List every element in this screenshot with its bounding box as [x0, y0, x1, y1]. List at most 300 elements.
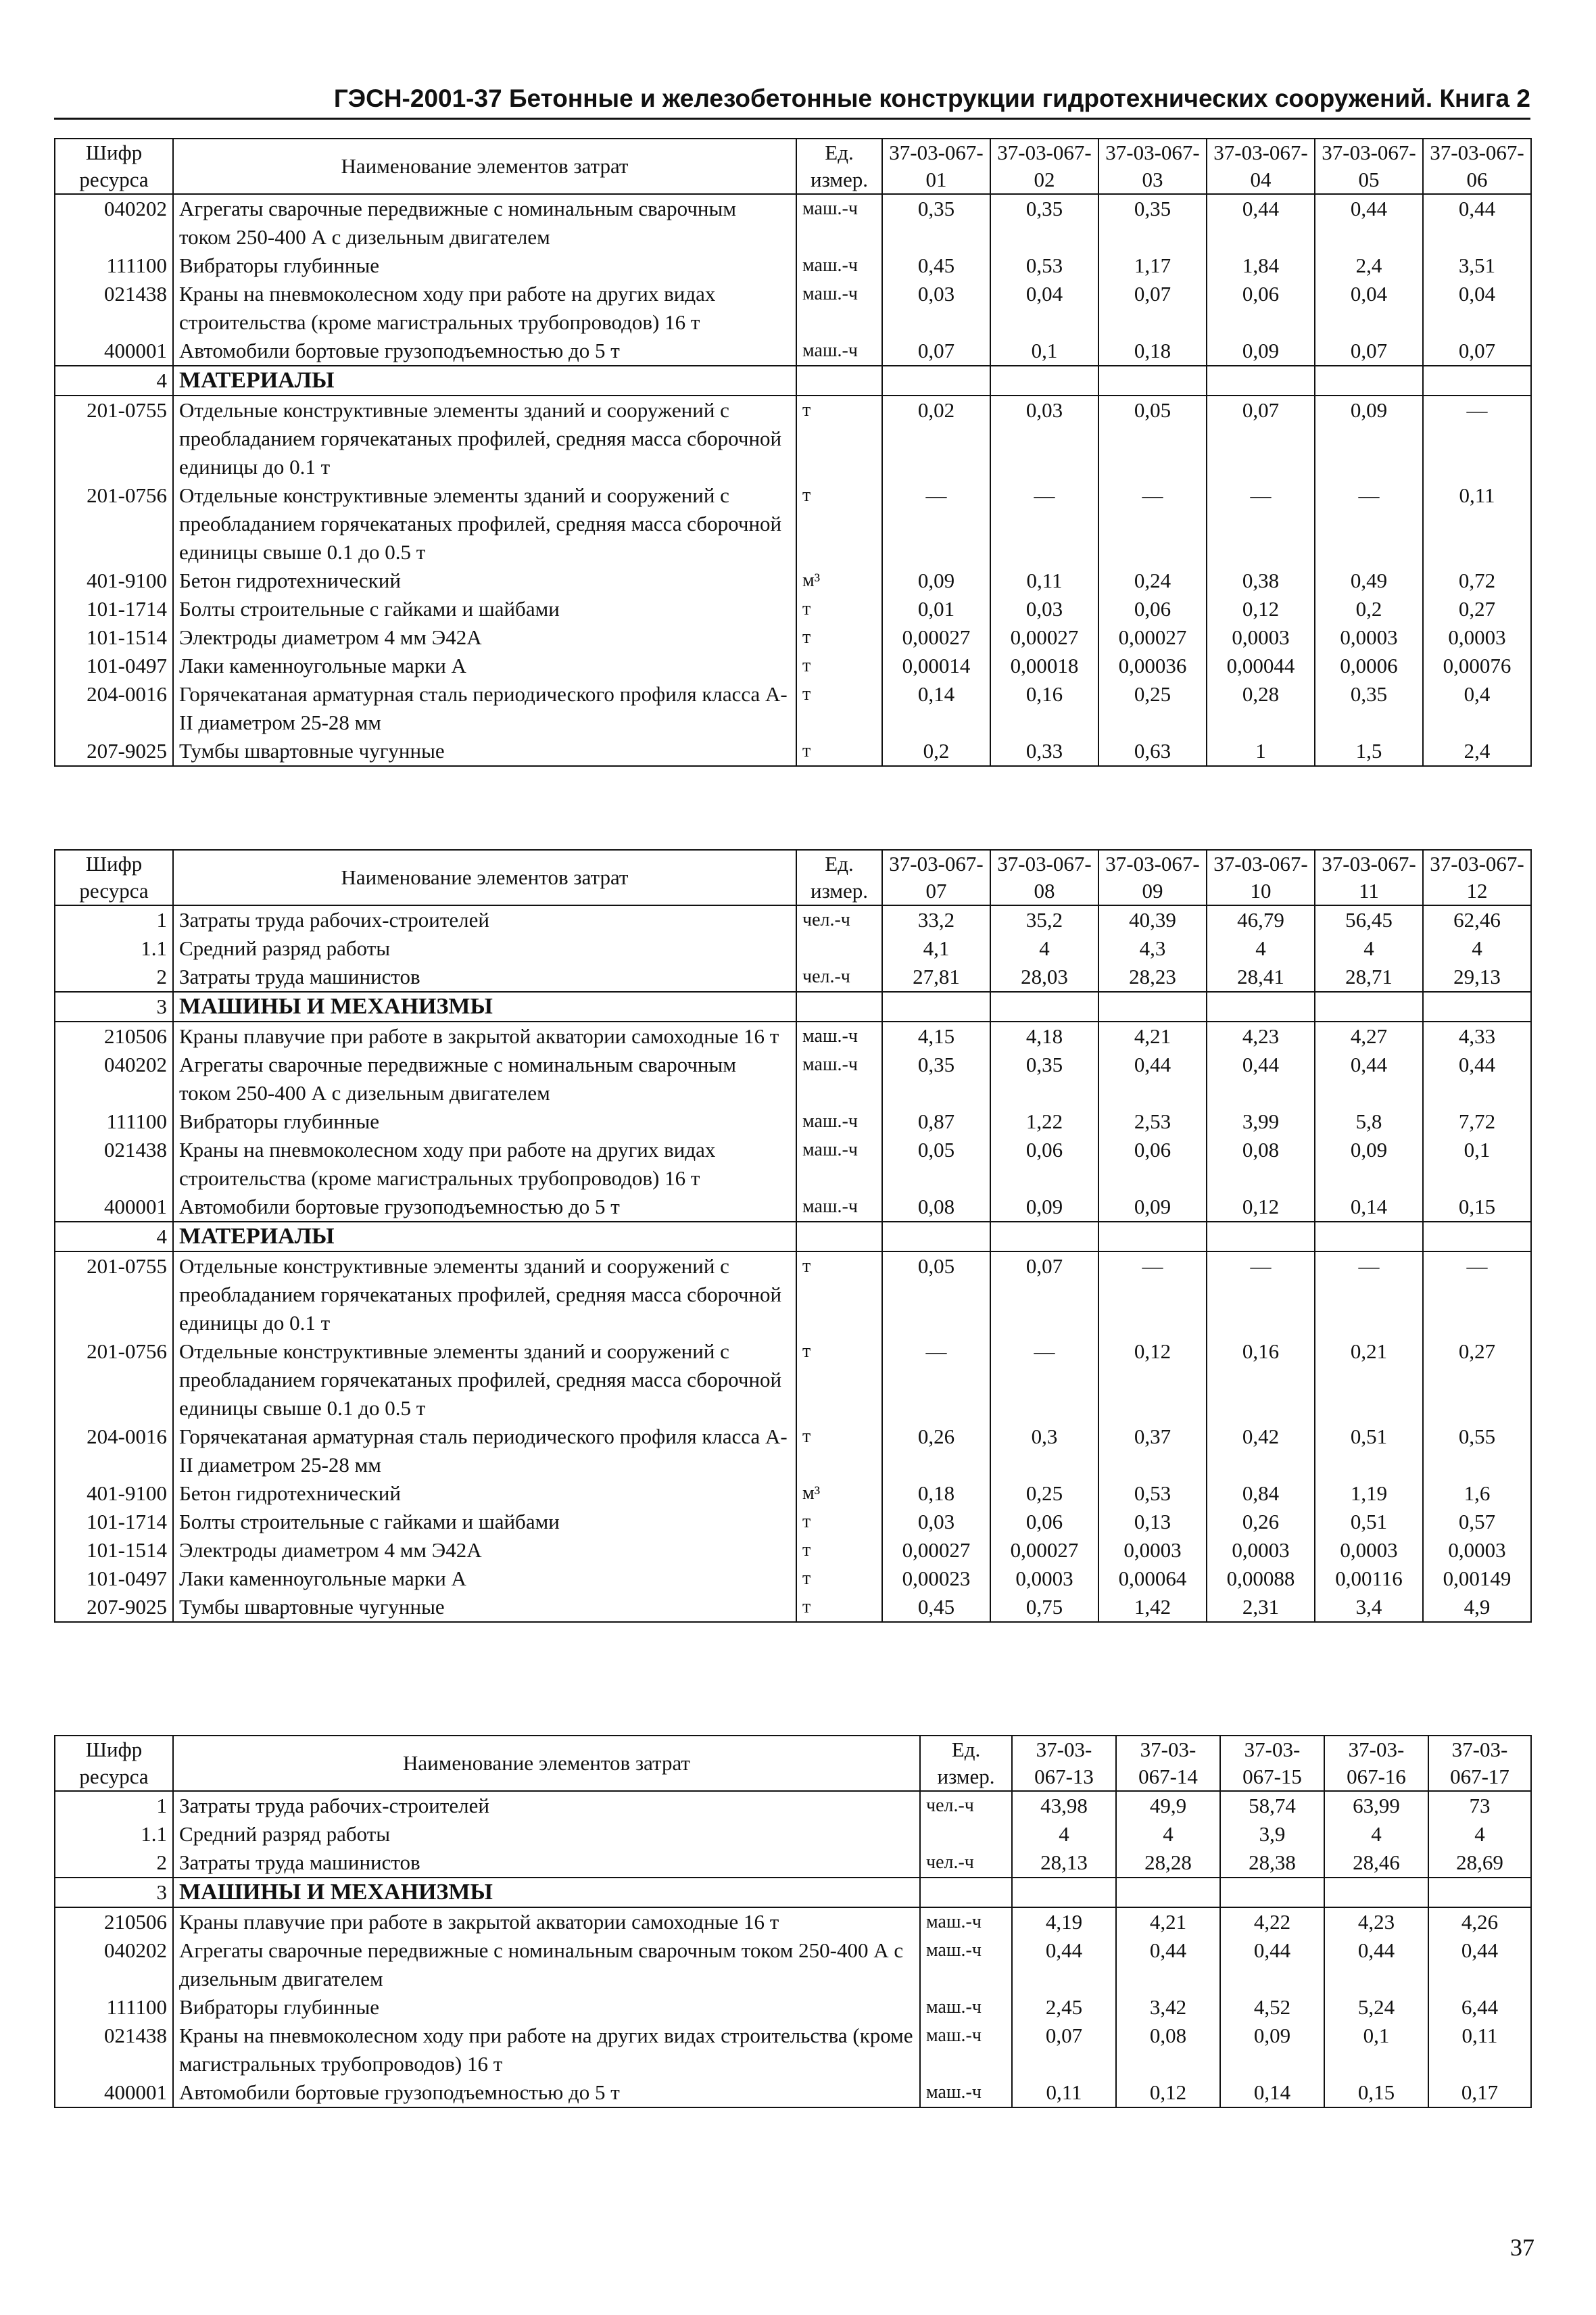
unit-of-measure: [796, 366, 882, 396]
unit-of-measure: т: [796, 1508, 882, 1536]
rate-value: 0,45: [882, 1593, 990, 1622]
column-header-rate: 37-03-067-04: [1207, 139, 1315, 194]
rate-value: 4,27: [1315, 1022, 1423, 1051]
rate-value: 4,1: [882, 934, 990, 963]
column-header-rate: 37-03-067-12: [1423, 850, 1531, 905]
rate-value: 3,9: [1220, 1820, 1324, 1848]
rate-value: —: [1423, 396, 1531, 481]
table-row: [55, 194, 1531, 252]
section-row: [55, 366, 1531, 396]
rate-value: 0,00027: [1098, 623, 1207, 652]
rate-value: 0,18: [882, 1479, 990, 1508]
rate-value: 28,71: [1315, 963, 1423, 992]
rate-value: [1428, 1878, 1531, 1907]
cost-element-name: Отдельные конструктивные элементы зданий и сооружений с преобладанием горячекатаных профилей, средняя масса сборочной единицы свыше 0.1 до 0.5 т: [173, 1337, 796, 1423]
cost-element-name: Лаки каменноугольные марки А: [173, 652, 796, 680]
rate-value: 0,0003: [1207, 623, 1315, 652]
resource-code: 4: [55, 366, 173, 396]
table-row: [55, 1051, 1531, 1107]
rate-value: 0,44: [1098, 1051, 1207, 1107]
rate-value: 73: [1428, 1791, 1531, 1820]
cost-element-name: МАШИНЫ И МЕХАНИЗМЫ: [173, 1878, 920, 1907]
rate-value: [1098, 1222, 1207, 1251]
resource-code: 210506: [55, 1022, 173, 1051]
unit-of-measure: т: [796, 1337, 882, 1423]
rate-value: 0,53: [1098, 1479, 1207, 1508]
rate-value: 0,1: [1423, 1136, 1531, 1193]
resource-code: 201-0756: [55, 481, 173, 567]
table-row: [55, 567, 1531, 595]
unit-of-measure: маш.-ч: [920, 2022, 1012, 2078]
rate-value: 0,44: [1220, 1936, 1324, 1993]
rate-value: 0,44: [1423, 1051, 1531, 1107]
unit-of-measure: маш.-ч: [796, 1193, 882, 1222]
page-number: 37: [1510, 2234, 1534, 2261]
cost-element-name: Автомобили бортовые грузоподъемностью до 5 т: [173, 1193, 796, 1222]
rate-value: 0,44: [1315, 194, 1423, 252]
table-row: [55, 1820, 1531, 1848]
table-row: [55, 252, 1531, 280]
rate-value: 0,16: [990, 680, 1098, 737]
cost-element-name: Краны плавучие при работе в закрытой акватории самоходные 16 т: [173, 1022, 796, 1051]
unit-of-measure: т: [796, 1565, 882, 1593]
resource-code: 400001: [55, 2078, 173, 2107]
unit-of-measure: т: [796, 1536, 882, 1565]
rate-value: 0,12: [1207, 1193, 1315, 1222]
resource-code: 401-9100: [55, 1479, 173, 1508]
rate-value: 0,04: [990, 280, 1098, 337]
rate-value: 0,09: [1315, 396, 1423, 481]
rate-value: 4: [1315, 934, 1423, 963]
page-header-title: ГЭСН-2001-37 Бетонные и железобетонные конструкции гидротехнических сооружений. Книга 2: [54, 84, 1530, 120]
column-header-rate: 37-03-067-01: [882, 139, 990, 194]
rate-value: 4,52: [1220, 1993, 1324, 2022]
rate-value: 4: [990, 934, 1098, 963]
cost-element-name: Вибраторы глубинные: [173, 252, 796, 280]
rate-value: 56,45: [1315, 905, 1423, 934]
rate-value: 4,3: [1098, 934, 1207, 963]
rate-value: 0,13: [1098, 1508, 1207, 1536]
table-row: [55, 1251, 1531, 1337]
rate-value: 0,15: [1324, 2078, 1428, 2107]
column-header-rate: 37-03-067-03: [1098, 139, 1207, 194]
resource-code: 111100: [55, 1107, 173, 1136]
rate-value: 0,25: [990, 1479, 1098, 1508]
rate-value: 4: [1207, 934, 1315, 963]
rate-value: 0,0003: [1423, 1536, 1531, 1565]
rate-value: 4,9: [1423, 1593, 1531, 1622]
rate-value: 0,14: [1315, 1193, 1423, 1222]
resource-code: 1: [55, 1791, 173, 1820]
table-row: [55, 1193, 1531, 1222]
rate-value: 0,05: [882, 1251, 990, 1337]
rate-value: 0,00018: [990, 652, 1098, 680]
rate-value: [1116, 1878, 1220, 1907]
rate-value: [1315, 366, 1423, 396]
unit-of-measure: т: [796, 680, 882, 737]
rate-value: 0,0003: [1315, 623, 1423, 652]
rate-value: 0,09: [1207, 337, 1315, 366]
rate-value: 0,28: [1207, 680, 1315, 737]
table-row: [55, 2078, 1531, 2107]
cost-element-name: Затраты труда машинистов: [173, 1848, 920, 1878]
rate-value: [1012, 1878, 1116, 1907]
rate-value: 35,2: [990, 905, 1098, 934]
rate-value: 0,3: [990, 1423, 1098, 1479]
rate-value: 43,98: [1012, 1791, 1116, 1820]
rate-value: 1,17: [1098, 252, 1207, 280]
rate-value: 4,21: [1116, 1907, 1220, 1936]
resource-code: 1.1: [55, 934, 173, 963]
cost-element-name: Отдельные конструктивные элементы зданий и сооружений с преобладанием горячекатаных профилей, средняя масса сборочной единицы до 0.1 т: [173, 396, 796, 481]
rate-value: 4: [1428, 1820, 1531, 1848]
table-row: [55, 337, 1531, 366]
rate-value: [1315, 992, 1423, 1022]
rate-value: 4,19: [1012, 1907, 1116, 1936]
rate-value: 0,03: [882, 1508, 990, 1536]
unit-of-measure: маш.-ч: [796, 337, 882, 366]
rate-value: [1315, 1222, 1423, 1251]
rate-value: 49,9: [1116, 1791, 1220, 1820]
rate-value: 0,14: [882, 680, 990, 737]
unit-of-measure: [796, 992, 882, 1022]
cost-element-name: Агрегаты сварочные передвижные с номинальным сварочным током 250-400 А с дизельным двигателем: [173, 1936, 920, 1993]
column-header-rate: 37-03-067-11: [1315, 850, 1423, 905]
rate-value: 0,15: [1423, 1193, 1531, 1222]
rate-value: 27,81: [882, 963, 990, 992]
rate-value: 5,8: [1315, 1107, 1423, 1136]
rate-value: 0,11: [1423, 481, 1531, 567]
rate-value: 0,09: [1098, 1193, 1207, 1222]
rate-value: 0,35: [990, 194, 1098, 252]
cost-element-name: Отдельные конструктивные элементы зданий и сооружений с преобладанием горячекатаных профилей, средняя масса сборочной единицы до 0.1 т: [173, 1251, 796, 1337]
table-row: [55, 1022, 1531, 1051]
rate-value: 6,44: [1428, 1993, 1531, 2022]
rate-value: 0,51: [1315, 1508, 1423, 1536]
rate-value: —: [1315, 481, 1423, 567]
resource-code: 204-0016: [55, 680, 173, 737]
unit-of-measure: т: [796, 1423, 882, 1479]
table-row: [55, 680, 1531, 737]
resource-code: 207-9025: [55, 1593, 173, 1622]
resource-table-1: [54, 138, 1532, 767]
rate-value: —: [1207, 1251, 1315, 1337]
rate-value: [1207, 1222, 1315, 1251]
rate-value: 0,44: [1423, 194, 1531, 252]
rate-value: 63,99: [1324, 1791, 1428, 1820]
rate-value: 0,00023: [882, 1565, 990, 1593]
rate-value: [1220, 1878, 1324, 1907]
rate-value: 0,35: [882, 1051, 990, 1107]
unit-of-measure: маш.-ч: [920, 1993, 1012, 2022]
cost-element-name: Вибраторы глубинные: [173, 1107, 796, 1136]
rate-value: 0,2: [882, 737, 990, 766]
rate-value: 1,42: [1098, 1593, 1207, 1622]
resource-code: 207-9025: [55, 737, 173, 766]
rate-value: 0,07: [1423, 337, 1531, 366]
rate-value: 0,07: [1207, 396, 1315, 481]
rate-value: 2,31: [1207, 1593, 1315, 1622]
rate-value: [1098, 992, 1207, 1022]
rate-value: 1,5: [1315, 737, 1423, 766]
rate-value: —: [1423, 1251, 1531, 1337]
cost-element-name: Агрегаты сварочные передвижные с номинальным сварочным током 250-400 А с дизельным двигателем: [173, 1051, 796, 1107]
rate-value: [882, 1222, 990, 1251]
rate-value: 28,23: [1098, 963, 1207, 992]
rate-value: 0,35: [882, 194, 990, 252]
rate-value: 0,63: [1098, 737, 1207, 766]
rate-value: —: [1098, 481, 1207, 567]
rate-value: 0,42: [1207, 1423, 1315, 1479]
resource-code: 101-1514: [55, 623, 173, 652]
table-row: [55, 1136, 1531, 1193]
resource-code: 2: [55, 1848, 173, 1878]
rate-value: 0,38: [1207, 567, 1315, 595]
rate-value: [882, 366, 990, 396]
rate-value: 28,69: [1428, 1848, 1531, 1878]
column-header-rate: 37-03-067-07: [882, 850, 990, 905]
rate-value: 0,03: [990, 396, 1098, 481]
rate-value: 0,07: [1098, 280, 1207, 337]
unit-of-measure: т: [796, 652, 882, 680]
rate-value: 0,0003: [1315, 1536, 1423, 1565]
rate-value: 0,07: [1315, 337, 1423, 366]
rate-value: —: [990, 481, 1098, 567]
resource-code: 021438: [55, 2022, 173, 2078]
rate-value: 0,06: [990, 1136, 1098, 1193]
unit-of-measure: чел.-ч: [796, 963, 882, 992]
cost-element-name: Автомобили бортовые грузоподъемностью до 5 т: [173, 337, 796, 366]
rate-value: 0,0006: [1315, 652, 1423, 680]
cost-element-name: Краны на пневмоколесном ходу при работе на других видах строительства (кроме магистральных трубопроводов) 16 т: [173, 1136, 796, 1193]
table-row: [55, 652, 1531, 680]
table-row: [55, 1107, 1531, 1136]
rate-value: 4,23: [1324, 1907, 1428, 1936]
unit-of-measure: маш.-ч: [920, 2078, 1012, 2107]
resource-code: 400001: [55, 1193, 173, 1222]
cost-element-name: Горячекатаная арматурная сталь периодического профиля класса А-II диаметром 25-28 мм: [173, 680, 796, 737]
resource-table-2: [54, 849, 1532, 1623]
rate-value: 3,51: [1423, 252, 1531, 280]
rate-value: 0,00076: [1423, 652, 1531, 680]
unit-of-measure: [796, 934, 882, 963]
resource-code: 040202: [55, 1936, 173, 1993]
rate-value: 0,2: [1315, 595, 1423, 623]
rate-value: 0,0003: [1098, 1536, 1207, 1565]
section-row: [55, 1222, 1531, 1251]
unit-of-measure: т: [796, 595, 882, 623]
rate-value: 0,00149: [1423, 1565, 1531, 1593]
rate-value: 0,27: [1423, 595, 1531, 623]
rate-value: 0,0003: [1423, 623, 1531, 652]
rate-value: 0,00088: [1207, 1565, 1315, 1593]
rate-value: 0,04: [1315, 280, 1423, 337]
unit-of-measure: маш.-ч: [796, 280, 882, 337]
table-row: [55, 1565, 1531, 1593]
rate-value: 0,14: [1220, 2078, 1324, 2107]
rate-value: 0,11: [1428, 2022, 1531, 2078]
rate-value: 0,11: [990, 567, 1098, 595]
resource-code: 210506: [55, 1907, 173, 1936]
rate-value: 0,87: [882, 1107, 990, 1136]
rate-value: 46,79: [1207, 905, 1315, 934]
rate-value: 0,35: [1098, 194, 1207, 252]
rate-value: 0,11: [1012, 2078, 1116, 2107]
rate-value: 4: [1423, 934, 1531, 963]
column-header-name: Наименование элементов затрат: [173, 850, 796, 905]
rate-value: 1,6: [1423, 1479, 1531, 1508]
rate-value: 0,37: [1098, 1423, 1207, 1479]
unit-of-measure: чел.-ч: [920, 1791, 1012, 1820]
unit-of-measure: маш.-ч: [796, 1107, 882, 1136]
unit-of-measure: т: [796, 737, 882, 766]
rate-value: 0,18: [1098, 337, 1207, 366]
column-header-rate: 37-03-067-06: [1423, 139, 1531, 194]
rate-value: 3,99: [1207, 1107, 1315, 1136]
rate-value: 2,53: [1098, 1107, 1207, 1136]
rate-value: 4: [1116, 1820, 1220, 1848]
rate-value: 58,74: [1220, 1791, 1324, 1820]
rate-value: 0,35: [990, 1051, 1098, 1107]
table-header-row: [55, 1736, 1531, 1791]
resource-code: 021438: [55, 1136, 173, 1193]
table-row: [55, 1508, 1531, 1536]
rate-value: 4: [1324, 1820, 1428, 1848]
resource-code: 111100: [55, 1993, 173, 2022]
table-row: [55, 623, 1531, 652]
rate-value: 1,22: [990, 1107, 1098, 1136]
rate-value: 0,06: [1098, 1136, 1207, 1193]
resource-code: 101-1714: [55, 1508, 173, 1536]
resource-code: 3: [55, 1878, 173, 1907]
rate-value: [1207, 992, 1315, 1022]
rate-value: 0,02: [882, 396, 990, 481]
resource-code: 040202: [55, 1051, 173, 1107]
rate-value: 28,38: [1220, 1848, 1324, 1878]
table-row: [55, 1848, 1531, 1878]
unit-of-measure: т: [796, 481, 882, 567]
cost-element-name: Краны плавучие при работе в закрытой акватории самоходные 16 т: [173, 1907, 920, 1936]
rate-value: 0,44: [1428, 1936, 1531, 1993]
section-row: [55, 992, 1531, 1022]
resource-code: 2: [55, 963, 173, 992]
resource-code: 1.1: [55, 1820, 173, 1848]
column-header-code: Шифр ресурса: [55, 850, 173, 905]
resource-code: 204-0016: [55, 1423, 173, 1479]
rate-value: 0,0003: [1207, 1536, 1315, 1565]
column-header-rate: 37-03-067-09: [1098, 850, 1207, 905]
rate-value: —: [882, 1337, 990, 1423]
unit-of-measure: м³: [796, 567, 882, 595]
rate-value: 0,35: [1315, 680, 1423, 737]
resource-code: 400001: [55, 337, 173, 366]
rate-value: 0,08: [1116, 2022, 1220, 2078]
column-header-rate: 37-03-067-10: [1207, 850, 1315, 905]
rate-value: 0,72: [1423, 567, 1531, 595]
rate-value: [990, 1222, 1098, 1251]
cost-element-name: Краны на пневмоколесном ходу при работе на других видах строительства (кроме магистральных трубопроводов) 16 т: [173, 280, 796, 337]
rate-value: 0,1: [1324, 2022, 1428, 2078]
rate-value: 3,42: [1116, 1993, 1220, 2022]
rate-value: 0,44: [1012, 1936, 1116, 1993]
column-header-rate: 37-03-067-08: [990, 850, 1098, 905]
cost-element-name: Отдельные конструктивные элементы зданий и сооружений с преобладанием горячекатаных профилей, средняя масса сборочной единицы свыше 0.1 до 0.5 т: [173, 481, 796, 567]
column-header-rate: 37-03-067-15: [1220, 1736, 1324, 1791]
rate-value: 0,49: [1315, 567, 1423, 595]
column-header-name: Наименование элементов затрат: [173, 139, 796, 194]
table-row: [55, 595, 1531, 623]
cost-element-name: Затраты труда рабочих-строителей: [173, 1791, 920, 1820]
rate-value: 0,08: [1207, 1136, 1315, 1193]
rate-value: 0,16: [1207, 1337, 1315, 1423]
rate-value: 0,09: [990, 1193, 1098, 1222]
table-row: [55, 737, 1531, 766]
rate-value: 4,18: [990, 1022, 1098, 1051]
table-row: [55, 481, 1531, 567]
rate-value: 0,26: [882, 1423, 990, 1479]
cost-element-name: Бетон гидротехнический: [173, 1479, 796, 1508]
rate-value: 0,04: [1423, 280, 1531, 337]
rate-value: 0,07: [990, 1251, 1098, 1337]
cost-element-name: Электроды диаметром 4 мм Э42А: [173, 623, 796, 652]
column-header-rate: 37-03-067-02: [990, 139, 1098, 194]
resource-code: 101-0497: [55, 652, 173, 680]
unit-of-measure: т: [796, 396, 882, 481]
column-header-rate: 37-03-067-05: [1315, 139, 1423, 194]
rate-value: 0,1: [990, 337, 1098, 366]
table-row: [55, 1593, 1531, 1622]
cost-element-name: Агрегаты сварочные передвижные с номинальным сварочным током 250-400 А с дизельным двигателем: [173, 194, 796, 252]
cost-element-name: МАШИНЫ И МЕХАНИЗМЫ: [173, 992, 796, 1022]
rate-value: 0,17: [1428, 2078, 1531, 2107]
rate-value: 0,07: [882, 337, 990, 366]
rate-value: —: [1207, 481, 1315, 567]
cost-element-name: Средний разряд работы: [173, 934, 796, 963]
column-header-code: Шифр ресурса: [55, 1736, 173, 1791]
table-header-row: [55, 850, 1531, 905]
resource-code: 201-0755: [55, 396, 173, 481]
column-header-name: Наименование элементов затрат: [173, 1736, 920, 1791]
column-header-unit: Ед. измер.: [796, 139, 882, 194]
rate-value: 0,09: [1315, 1136, 1423, 1193]
rate-value: 0,21: [1315, 1337, 1423, 1423]
unit-of-measure: маш.-ч: [796, 1136, 882, 1193]
rate-value: 0,00064: [1098, 1565, 1207, 1593]
rate-value: 0,44: [1207, 194, 1315, 252]
cost-element-name: Затраты труда машинистов: [173, 963, 796, 992]
rate-value: 0,01: [882, 595, 990, 623]
cost-element-name: Вибраторы глубинные: [173, 1993, 920, 2022]
rate-value: 0,51: [1315, 1423, 1423, 1479]
rate-value: 0,07: [1012, 2022, 1116, 2078]
rate-value: 2,4: [1423, 737, 1531, 766]
unit-of-measure: маш.-ч: [796, 1022, 882, 1051]
unit-of-measure: маш.-ч: [920, 1907, 1012, 1936]
rate-value: 0,06: [1207, 280, 1315, 337]
cost-element-name: Бетон гидротехнический: [173, 567, 796, 595]
rate-value: 4: [1012, 1820, 1116, 1848]
resource-code: 021438: [55, 280, 173, 337]
unit-of-measure: т: [796, 1251, 882, 1337]
cost-element-name: Затраты труда рабочих-строителей: [173, 905, 796, 934]
rate-value: 0,00027: [990, 623, 1098, 652]
rate-value: 0,55: [1423, 1423, 1531, 1479]
resource-code: 3: [55, 992, 173, 1022]
rate-value: 4,15: [882, 1022, 990, 1051]
rate-value: 0,05: [1098, 396, 1207, 481]
rate-value: [1098, 366, 1207, 396]
unit-of-measure: м³: [796, 1479, 882, 1508]
